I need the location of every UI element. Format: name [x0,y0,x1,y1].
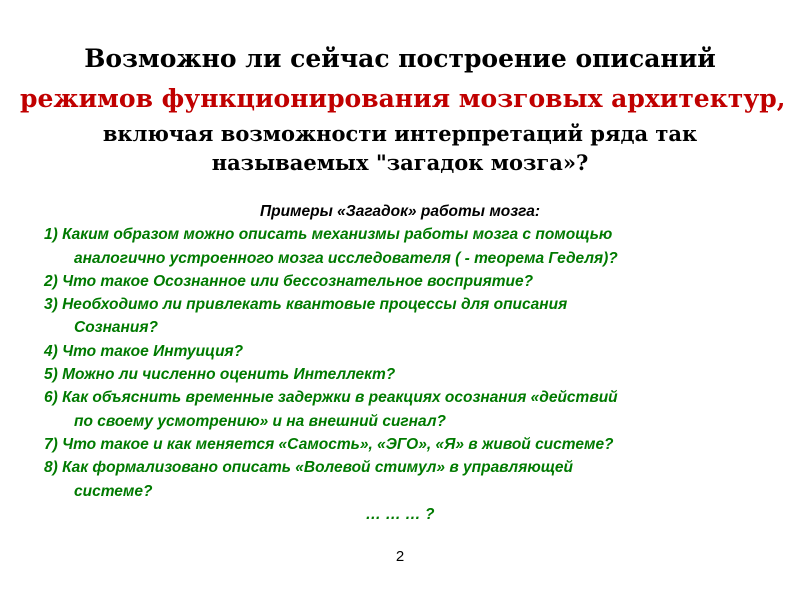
list-item [44,386,784,433]
list-item-continuation: аналогично устроенного мозга исследователя ( - теорема Геделя)? [74,249,618,267]
list-item-continuation: по своему усмотрению» и на внешний сигнал? [74,412,446,430]
list-item-text: 2) Что такое Осознанное или бессознательное восприятие? [44,272,534,290]
examples-ellipsis: … … … ? [365,505,435,523]
list-item [44,223,784,270]
list-item-continuation: Сознания? [74,319,158,337]
list-item-text: 7) Что такое и как меняется «Самость», «ЭГО», «Я» в живой системе? [44,435,614,453]
list-item [44,340,784,363]
list-item [44,433,784,456]
examples-heading: Примеры «Загадок» работы мозга: [259,203,541,220]
list-item-text: 6) Как объяснить временные задержки в реакциях осознания «действий [44,389,618,407]
list-item-continuation: системе? [74,482,153,500]
list-item [44,363,784,386]
title-line-4: называемых "загадок мозга»? [211,150,589,175]
title-line-3: включая возможности интерпретаций ряда так [102,121,698,146]
list-item [44,456,784,503]
list-item-text: 8) Как формализовано описать «Волевой стимул» в управляющей [44,459,573,477]
list-item-text: 5) Можно ли численно оценить Интеллект? [44,366,396,384]
list-item-text: 1) Каким образом можно описать механизмы работы мозга с помощью [44,226,613,244]
list-item [44,270,784,293]
list-item [44,293,784,340]
title-line-2-highlight: режимов функционирования мозговых архитектур, [20,84,786,113]
list-item-text: 3) Необходимо ли привлекать квантовые процессы для описания [44,296,568,314]
page-number: 2 [395,548,405,565]
examples-list [44,200,784,526]
title-line-1: Возможно ли сейчас построение описаний [84,44,716,73]
list-item-text: 4) Что такое Интуиция? [44,342,244,360]
